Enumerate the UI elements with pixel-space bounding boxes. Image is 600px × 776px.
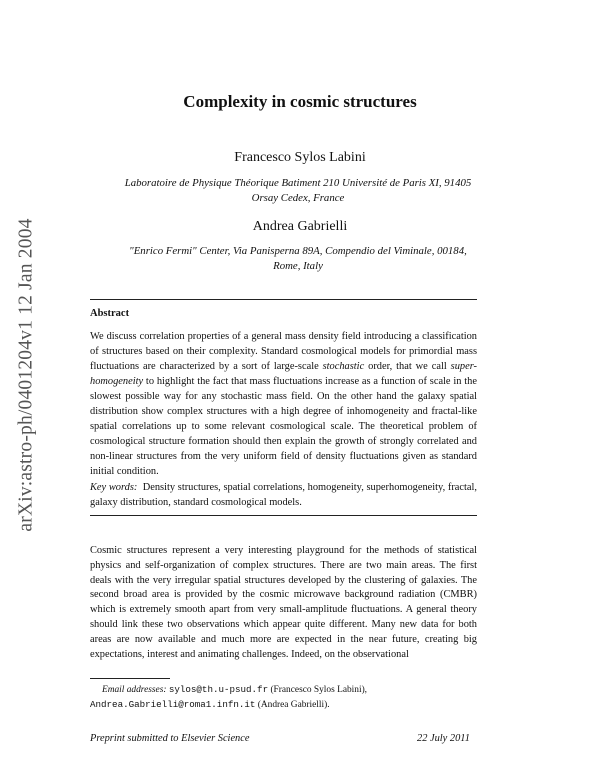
abstract-emphasis-superhomogeneity: super-homogeneity [90,361,477,387]
abstract-text-2: order, that we call [364,361,451,372]
author-affiliation-1 [88,176,508,206]
author-affiliation-2 [88,244,508,274]
introduction-paragraph: Cosmic structures represent a very interesting playground for the methods of statistical physics and self-organization of complex structures. There are two main areas. The first deals with the very irregular spatial structures developed by the clustering of galaxies. The second broad area is provided by the cosmic microwave background radiation (CMBR) which is extremely smooth apart from very small-amplitude fluctuations. A general theory should link these two observations which appear quite different. Many new data for both areas are now available and much more are expected in the near future, creating big expectations, interest and animating challenges. Indeed, on the observational [90,545,477,660]
paper-title: Complexity in cosmic structures [183,92,417,111]
preprint-note: Preprint submitted to Elsevier Science [90,733,250,744]
keywords [90,480,477,510]
abstract-heading: Abstract [90,308,130,319]
arxiv-stamp [12,185,42,565]
abstract-body [90,329,477,479]
preprint-date: 22 July 2011 [417,733,470,744]
footnote-name-2: (Andrea Gabrielli). [257,699,330,710]
affiliation-1-line-2: Orsay Cedex, France [251,192,345,204]
author-name-2: Andrea Gabrielli [252,219,348,234]
abstract-text-3: to highlight the fact that mass fluctuations increase as a function of scale in the slowest possible way for any stochastic mass field. On the other hand the galaxy spatial distribution show complex structures with a high degree of inhomogeneity and fractal-like spatial correlations up to some relevant cosmological scale. The theoretical problem of cosmological structure formation should then explain the growth of strongly correlated and non-linear structures from the very uniform field of density fluctuations given as standard initial condition. [90,376,477,477]
footnote-name-1: (Francesco Sylos Labini), [270,685,368,695]
footnote-line-1 [90,683,490,698]
abstract-emphasis-stochastic: stochastic [322,361,365,372]
footnote-line-2 [90,698,490,713]
footnote-label: Email addresses: [102,685,167,695]
email-link-1[interactable]: sylos@th.u-psud.fr [168,684,269,695]
author-name-1: Francesco Sylos Labini [234,150,366,165]
affiliation-2-line-2: Rome, Italy [273,260,323,272]
abstract-bottom-rule [90,515,477,516]
arxiv-id: arXiv:astro-ph/0401204v1 12 Jan 2004 [16,218,38,532]
footnote-rule [90,678,170,679]
affiliation-1-line-1: Laboratoire de Physique Théorique Batiment 210 Université de Paris XI, 91405 [124,177,472,189]
affiliation-2-line-1: "Enrico Fermi" Center, Via Panisperna 89A, Compendio del Viminale, 00184, [129,245,467,257]
footnote [90,683,490,712]
keywords-label: Key words: [90,482,138,493]
abstract-top-rule [90,299,477,300]
email-link-2[interactable]: Andrea.Gabrielli@roma1.infn.it [90,698,256,710]
keywords-text: Density structures, spatial correlations, homogeneity, superhomogeneity, fractal, galaxy distribution, standard cosmological models. [90,482,477,508]
abstract-text-1: We discuss correlation properties of a general mass density field introducing a classification of structures based on their complexity. Standard cosmological models for primordial mass fluctuations are characterized by a sort of large-scale [90,331,477,372]
